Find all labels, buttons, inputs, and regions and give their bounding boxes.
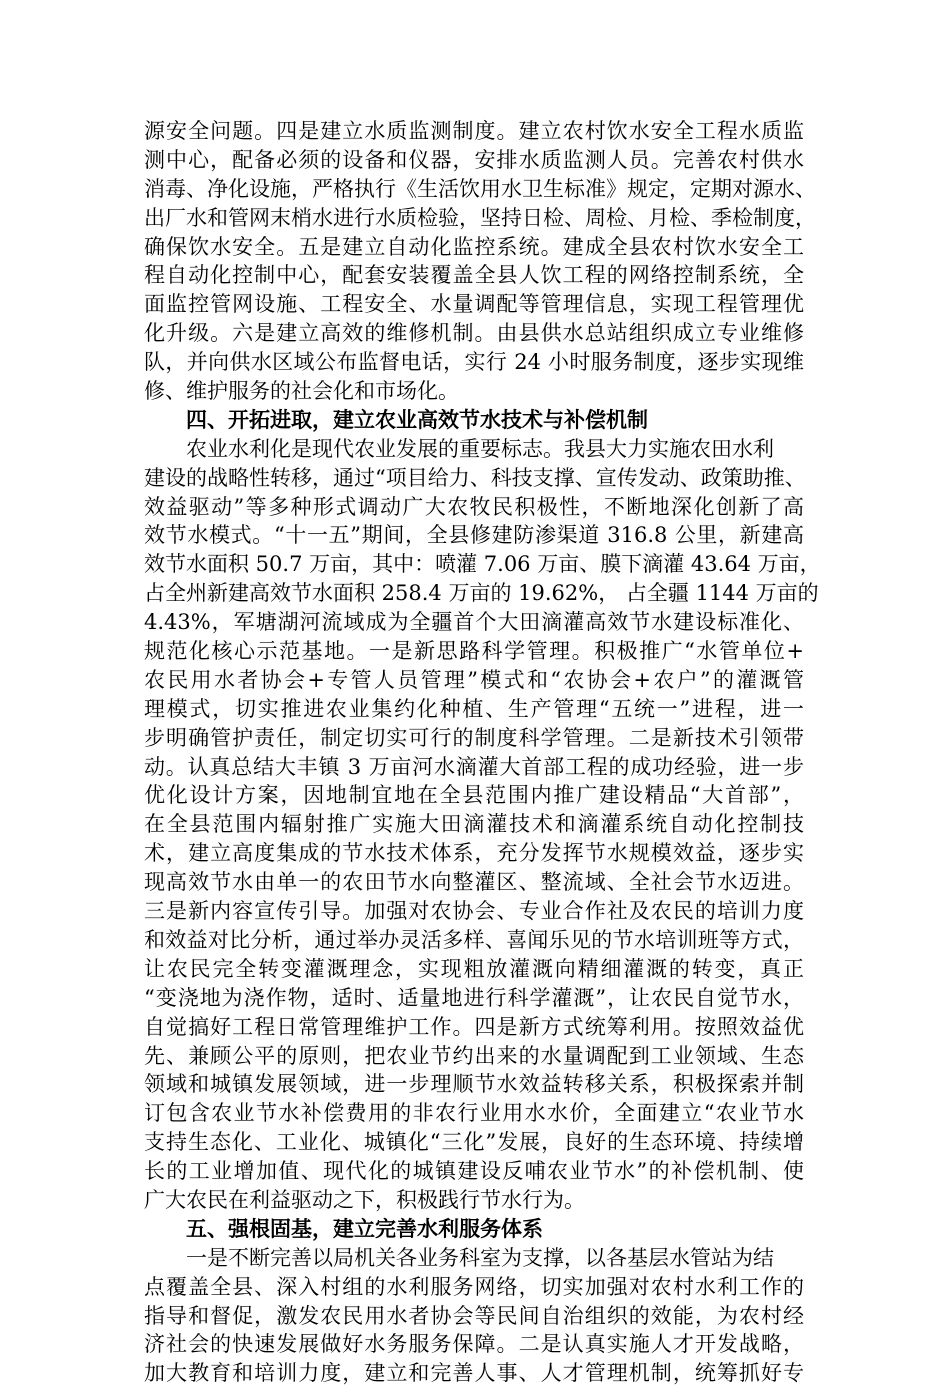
text-line: 步明确管护责任，制定切实可行的制度科学管理。二是新技术引领带 xyxy=(144,725,804,750)
text-line: 长的工业增加值、现代化的城镇建设反哺农业节水”的补偿机制、使 xyxy=(144,1159,804,1184)
section-heading: 四、开拓进取，建立农业高效节水技术与补偿机制 xyxy=(186,406,648,432)
section-heading: 五、强根固基，建立完善水利服务体系 xyxy=(186,1215,543,1241)
text-line: 点覆盖全县、深入村组的水利服务网络，切实加强对农村水利工作的 xyxy=(144,1274,804,1299)
text-line: 优化设计方案，因地制宜地在全县范围内推广建设精品“大首部”， xyxy=(144,783,804,808)
text-line: 测中心，配备必须的设备和仪器，安排水质监测人员。完善农村供水 xyxy=(144,147,804,172)
text-line: “变浇地为浇作物，适时、适量地进行科学灌溉”，让农民自觉节水， xyxy=(144,985,804,1010)
text-line: 加大教育和培训力度，建立和完善人事、人才管理机制，统筹抓好专 xyxy=(144,1361,804,1386)
text-line: 术，建立高度集成的节水技术体系，充分发挥节水规模效益，逐步实 xyxy=(144,841,804,866)
text-line: 一是不断完善以局机关各业务科室为支撑，以各基层水管站为结 xyxy=(186,1245,774,1270)
text-line: 规范化核心示范基地。一是新思路科学管理。积极推广“水管单位+ xyxy=(144,639,804,664)
text-line: 建设的战略性转移，通过“项目给力、科技支撑、宣传发动、政策助推、 xyxy=(144,465,806,490)
text-line: 占全州新建高效节水面积 258.4 万亩的 19.62%， 占全疆 1144 万亩的 xyxy=(144,581,819,606)
text-line: 订包含农业节水补偿费用的非农行业用水水价，全面建立“农业节水 xyxy=(144,1101,804,1126)
text-line: 消毒、净化设施，严格执行《生活饮用水卫生标准》规定，定期对源水、 xyxy=(144,176,816,201)
text-line: 和效益对比分析，通过举办灵活多样、喜闻乐见的节水培训班等方式， xyxy=(144,927,804,952)
text-line: 农民用水者协会+专管人员管理”模式和“农协会+农户”的灌溉管 xyxy=(144,667,804,692)
text-line: 农业水利化是现代农业发展的重要标志。我县大力实施农田水利 xyxy=(186,436,774,461)
text-line: 济社会的快速发展做好水务服务保障。二是认真实施人才开发战略， xyxy=(144,1332,804,1357)
text-line: 指导和督促，激发农民用水者协会等民间自治组织的效能，为农村经 xyxy=(144,1303,804,1328)
text-line: 先、兼顾公平的原则，把农业节约出来的水量调配到工业领域、生态 xyxy=(144,1043,804,1068)
text-line: 队，并向供水区域公布监督电话，实行 24 小时服务制度，逐步实现维 xyxy=(144,350,804,375)
text-line: 理模式，切实推进农业集约化种植、生产管理“五统一”进程，进一 xyxy=(144,696,804,721)
text-line: 动。认真总结大丰镇 3 万亩河水滴灌大首部工程的成功经验，进一步 xyxy=(144,754,804,779)
text-line: 效节水模式。“十一五”期间，全县修建防渗渠道 316.8 公里，新建高 xyxy=(144,523,804,548)
text-line: 源安全问题。四是建立水质监测制度。建立农村饮水安全工程水质监 xyxy=(144,119,804,143)
text-line: 修、维护服务的社会化和市场化。 xyxy=(144,379,459,404)
text-line: 三是新内容宣传引导。加强对农协会、专业合作社及农民的培训力度 xyxy=(144,899,804,924)
text-line: 自觉搞好工程日常管理维护工作。四是新方式统筹利用。按照效益优 xyxy=(144,1014,804,1039)
text-line: 支持生态化、工业化、城镇化“三化”发展，良好的生态环境、持续增 xyxy=(144,1130,804,1155)
document-body xyxy=(144,117,821,1388)
text-line: 面监控管网设施、工程安全、水量调配等管理信息，实现工程管理优 xyxy=(144,292,804,317)
text-line: 化升级。六是建立高效的维修机制。由县供水总站组织成立专业维修 xyxy=(144,321,804,346)
text-line: 领域和城镇发展领域，进一步理顺节水效益转移关系，积极探索并制 xyxy=(144,1072,804,1097)
text-line: 程自动化控制中心，配套安装覆盖全县人饮工程的网络控制系统，全 xyxy=(144,263,804,288)
text-line: 在全县范围内辐射推广实施大田滴灌技术和滴灌系统自动化控制技 xyxy=(144,812,804,837)
text-line: 效益驱动”等多种形式调动广大农牧民积极性，不断地深化创新了高 xyxy=(144,494,804,519)
text-line: 4.43%，军塘湖河流域成为全疆首个大田滴灌高效节水建设标准化、 xyxy=(144,610,804,635)
text-line: 现高效节水由单一的农田节水向整灌区、整流域、全社会节水迈进。 xyxy=(144,870,804,895)
text-line: 确保饮水安全。五是建立自动化监控系统。建成全县农村饮水安全工 xyxy=(144,234,804,259)
text-line: 广大农民在利益驱动之下，积极践行节水行为。 xyxy=(144,1187,585,1212)
text-line: 效节水面积 50.7 万亩，其中：喷灌 7.06 万亩、膜下滴灌 43.64 万亩， xyxy=(144,552,821,577)
text-line: 出厂水和管网末梢水进行水质检验，坚持日检、周检、月检、季检制度， xyxy=(144,205,816,230)
text-line: 让农民完全转变灌溉理念，实现粗放灌溉向精细灌溉的转变，真正 xyxy=(144,956,804,981)
